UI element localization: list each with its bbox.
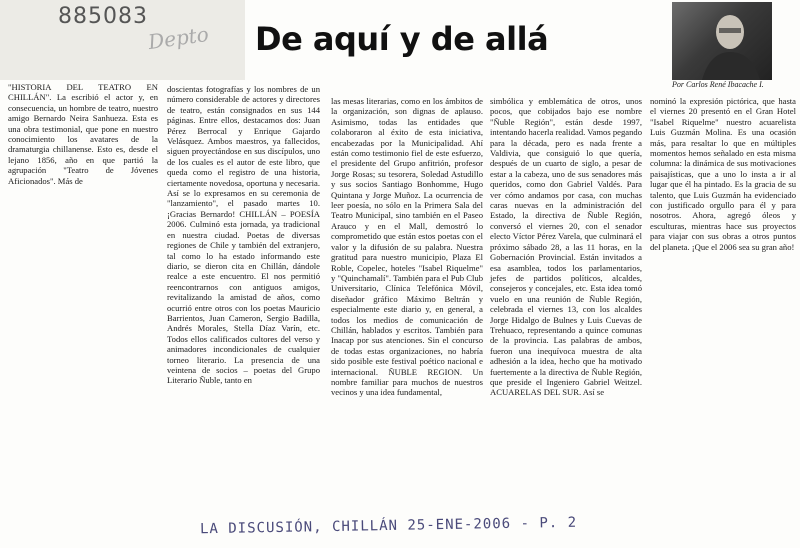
- author-photo: [672, 2, 772, 80]
- portrait-image: [672, 2, 772, 80]
- article-column-2: [167, 84, 320, 386]
- column-4-text: simbólica y emblemática de otros, unos pocos, que cobijados bajo ese nombre "Ñuble Región", están desde 1997, intentando hacerla realidad. Vamos pegando para la década, pero es nada frente a Valdivia, que consiguió lo que quería, después de un cuarto de siglo, a pesar de estar a la cabeza, uno de sus senadores más queridos, como don Gabriel Valdés. Para ver cómo andamos por casa, con muchas caras nuevas en la administración del Estado, la directiva de Ñuble Región, conversó el viernes 20, con el senador electo Víctor Pérez Varela, que culminará el próximo sábado 28, a las 11 horas, en la Gobernación Provincial. Están invitados a esa asamblea, todos los parlamentarios, jefes de partidos políticos, alcaldes, consejeros y concejales, etc. Esta idea tomó vuelo en una reunión de Ñuble Región, celebrada el viernes 13, con los alcaldes Jorge Hidalgo de Bulnes y Luis Cuevas de Trehuaco, representando a quince comunas de la provincia. Las palabras de ambos, fueron una inequívoca muestra de alta adhesión a la idea, hecho que ha motivado fuertemente a la directiva de Ñuble Región, que preside el Ingeniero Gabriel Weitzel. ACUARELAS DEL SUR. Así se: [490, 96, 642, 398]
- article-column-5: [650, 96, 796, 252]
- archive-number: 885083: [58, 4, 148, 29]
- column-1-text: "HISTORIA DEL TEATRO EN CHILLÁN". La escribió el actor y, en consecuencia, un hombre de teatro, nuestro amigo Bernardo Neira Sanhueza. Esta es una obra testimonial, que pone en nuestro conocimiento los avatares de la dramaturgia chillanense. Esto es, desde el lejano 1856, año en que partió la agrupación "Teatro de Jóvenes Aficionados". Más de: [8, 82, 158, 186]
- pencil-note: Depto: [146, 21, 211, 55]
- column-3-text: las mesas literarias, como en los ámbitos de la organización, son dignas de aplauso. Asimismo, todas las entidades que colaboraron al éxito de esta iniciativa, encabezadas por la Municipalidad. Ahí están como testimonio fiel de este esfuerzo, el presidente del Grupo anfitrión, profesor Jorge Rosas; su tesorera, Soledad Astudillo y sus socios Santiago Bonhomme, Hugo Quintana y Jorge Muñoz. La ocurrencia de leer poesía, no sólo en la Primera Sala del Teatro Municipal, sino también en el Paseo Arauco y en el Mall, demostró lo comprometido que están estos poetas con el valor y la difusión de su palabra. Nuestra gratitud para nuestro municipio, Plaza El Roble, Copelec, hoteles "Isabel Riquelme" y "Quinchamalí". También para el Pub Club Universitario, Clínica Telefónica Móvil, diseñador gráfico Máximo Beltrán y especialmente este diario y, en general, a todos los medios de comunicación de Chillán, hablados y escritos. También para Inacap por sus atenciones. Sin el concurso de todas estas organizaciones, no habría sido posible este festival poético nacional e internacional. ÑUBLE REGION. Un nombre familiar para muchos de nuestros vecinos y una idea fundamental,: [331, 96, 483, 398]
- column-5-text: nominó la expresión pictórica, que hasta el viernes 20 presentó en el Gran Hotel "Isabel Riquelme" nuestro acuarelista Luis Guzmán Molina. Es una ocasión más, para resaltar lo que en múltiples momentos hemos señalado en esta misma columna: la dinámica de sus motivaciones paisajísticas, que a uno lo insta a ir al lugar que él ha pintado. Es la gracia de su talento, que Luis Guzmán ha evidenciado con justificado orgullo para él y para nosotros. Ahora, agregó óleos y esculturas, mientras hace sus proyectos para viajar con sus obras a otros puntos del planeta. ¡Que el 2006 sea su gran año!: [650, 96, 796, 252]
- photo-caption: Por Carlos René Ibacache I.: [672, 80, 764, 89]
- handwritten-source-note: LA DISCUSIÓN, CHILLÁN 25-ENE-2006 - P. 2: [199, 514, 578, 538]
- headline: De aquí y de allá: [255, 20, 549, 58]
- column-2-text: doscientas fotografías y los nombres de un número considerable de actores y directores de teatro, están consignados en sus 144 páginas. Entre ellos, destacamos dos: Juan Pérez Berrocal y Enrique Gajardo Velásquez. Ambos maestros, ya fallecidos, siguen proyectándose en sus discípulos, uno de los cuales es el autor de este libro, que queda como el registro de una historia, ciertamente novedosa, oportuna y necesaria. Así se lo expresamos en su ceremonia de "lanzamiento", el pasado martes 10. ¡Gracias Bernardo! CHILLÁN – POESÍA 2006. Culminó esta jornada, ya tradicional en nuestra ciudad. Poetas de diversas regiones de Chile y también del extranjero, tal como lo ha estado informando este diario, se dieron cita en Chillán, dándole realce a este encuentro. El nos permitió reencontrarnos con antiguos amigos, revitalizando la amistad de años, como ocurrió entre otros con los poetas Mauricio Barrientos, Juan Cameron, Sergio Badilla, Andrés Morales, Stella Díaz Varín, etc. Todos ellos calificados cultores del verso y animadores incondicionales de cualquier torneo literario. La presencia de una veintena de socios – poetas del Grupo Literario Ñuble, tanto en: [167, 84, 320, 386]
- article-column-1: [8, 82, 158, 186]
- article-column-3: [331, 96, 483, 398]
- article-column-4: [490, 96, 642, 398]
